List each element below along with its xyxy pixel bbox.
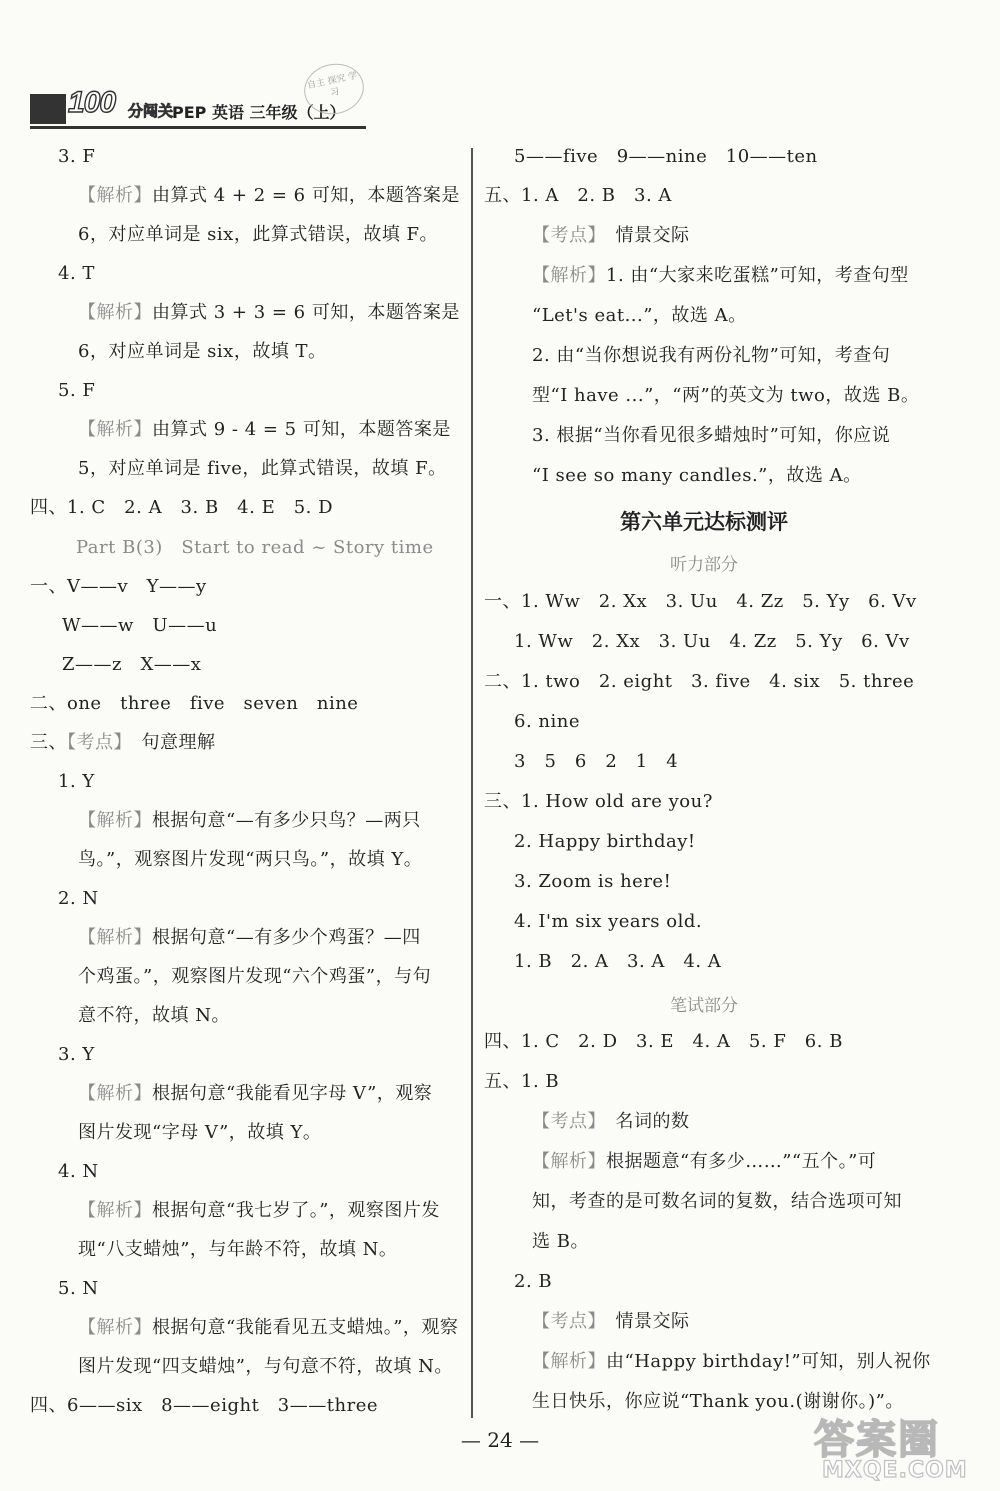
page-header bbox=[30, 71, 370, 132]
answer-line: 2. B bbox=[514, 1271, 553, 1292]
explanation-line: 2. 由“当你想说我有两份礼物”可知，考查句 bbox=[532, 345, 891, 366]
explanation-line: 个鸡蛋。”，观察图片发现“六个鸡蛋”，与句 bbox=[78, 966, 432, 987]
topic-line: 【考点】 情景交际 bbox=[532, 225, 690, 246]
explanation-line: “Let's eat...”，故选 A。 bbox=[532, 305, 747, 326]
tag-label: 【考点】 bbox=[532, 225, 597, 246]
explanation-line: 图片发现“字母 V”，故填 Y。 bbox=[78, 1122, 322, 1143]
explanation-line: 【解析】由算式 9 - 4 = 5 可知，本题答案是 bbox=[78, 419, 451, 440]
tag-label: 【考点】 bbox=[532, 1311, 597, 1332]
tag-label: 【解析】 bbox=[78, 302, 152, 323]
page-number: — 24 — bbox=[460, 1428, 540, 1452]
section-answers: 四、1. C 2. A 3. B 4. E 5. D bbox=[30, 497, 334, 518]
explanation-line: 【解析】由算式 3 + 3 = 6 可知，本题答案是 bbox=[78, 302, 460, 323]
explanation-line: 鸟。”，观察图片发现“两只鸟。”，故填 Y。 bbox=[78, 849, 423, 870]
tag-label: 【考点】 bbox=[67, 732, 123, 753]
watermark-logo: 答案圈 bbox=[814, 1417, 940, 1463]
section-answers: 五、1. B bbox=[484, 1071, 560, 1092]
logo-text: 分闯关 bbox=[128, 102, 174, 120]
answer-line: 5. N bbox=[58, 1278, 99, 1299]
section-answers: 二、1. two 2. eight 3. five 4. six 5. three bbox=[484, 671, 915, 692]
answer-line: 4. T bbox=[58, 263, 95, 284]
section-answers: 四、6——six 8——eight 3——three bbox=[30, 1395, 378, 1416]
answer-line: W——w U——u bbox=[62, 615, 218, 636]
explanation-line: 【解析】根据题意“有多少……”“五个。”可 bbox=[532, 1151, 877, 1172]
section-answers: 三、1. How old are you? bbox=[484, 791, 713, 812]
column-divider bbox=[471, 148, 473, 1418]
answer-line: 3. Y bbox=[58, 1044, 95, 1065]
tag-label: 【解析】 bbox=[532, 1151, 606, 1172]
answer-line: Z——z X——x bbox=[62, 654, 202, 675]
explanation-line: 意不符，故填 N。 bbox=[78, 1005, 230, 1026]
answer-line: 5. F bbox=[58, 380, 96, 401]
explanation-line: 5，对应单词是 five，此算式错误，故填 F。 bbox=[78, 458, 447, 479]
header-underline bbox=[30, 126, 366, 129]
stamp: 自主 探究 学习 bbox=[299, 58, 368, 119]
section-answers: 一、V——v Y——y bbox=[30, 576, 207, 597]
explanation-line: 【解析】根据句意“—有多少只鸟？—两只 bbox=[78, 810, 421, 831]
tag-label: 【解析】 bbox=[78, 185, 152, 206]
explanation-line: 【解析】由算式 4 + 2 = 6 可知，本题答案是 bbox=[78, 185, 460, 206]
unit-title: 第六单元达标测评 bbox=[620, 510, 788, 534]
explanation-line: 【解析】根据句意“我能看见五支蜡烛。”，观察 bbox=[78, 1317, 459, 1338]
explanation-line: 【解析】1. 由“大家来吃蛋糕”可知，考查句型 bbox=[532, 265, 909, 286]
answer-line: 2. N bbox=[58, 888, 99, 909]
explanation-line: 6，对应单词是 six，故填 T。 bbox=[78, 341, 327, 362]
tag-label: 【解析】 bbox=[532, 265, 606, 286]
watermark-url: MXQE.COM bbox=[822, 1458, 968, 1483]
answer-line: 4. N bbox=[58, 1161, 99, 1182]
explanation-line: 生日快乐，你应说“Thank you.(谢谢你。)”。 bbox=[532, 1391, 904, 1412]
written-heading: 笔试部分 bbox=[670, 996, 738, 1016]
explanation-line: 【解析】根据句意“我能看见字母 V”，观察 bbox=[78, 1083, 433, 1104]
explanation-line: 图片发现“四支蜡烛”，与句意不符，故填 N。 bbox=[78, 1356, 453, 1377]
tag-label: 【考点】 bbox=[532, 1111, 597, 1132]
answer-line: 4. I'm six years old. bbox=[514, 911, 703, 932]
answer-line: 1. Ww 2. Xx 3. Uu 4. Zz 5. Yy 6. Vv bbox=[514, 631, 910, 652]
answer-line: 3. Zoom is here! bbox=[514, 871, 672, 892]
tag-label: 【解析】 bbox=[78, 1200, 152, 1221]
tag-label: 【解析】 bbox=[78, 810, 152, 831]
logo-bar bbox=[30, 94, 66, 124]
answer-line: 5——five 9——nine 10——ten bbox=[514, 146, 818, 167]
explanation-line: 【解析】由“Happy birthday!”可知，别人祝你 bbox=[532, 1351, 931, 1372]
part-title: Part B(3) Start to read ~ Story time bbox=[76, 537, 434, 558]
answer-line: 1. Y bbox=[58, 771, 95, 792]
section-answers: 五、1. A 2. B 3. A bbox=[484, 185, 672, 206]
answer-line: 3 5 6 2 1 4 bbox=[514, 751, 679, 772]
answer-line: 6. nine bbox=[514, 711, 580, 732]
listening-heading: 听力部分 bbox=[670, 555, 738, 575]
topic-line: 【考点】 情景交际 bbox=[532, 1311, 690, 1332]
explanation-line: 3. 根据“当你看见很多蜡烛时”可知，你应说 bbox=[532, 425, 891, 446]
answer-line: 3. F bbox=[58, 146, 96, 167]
tag-label: 【解析】 bbox=[78, 927, 152, 948]
explanation-line: 型“I have ...”，“两”的英文为 two，故选 B。 bbox=[532, 385, 920, 406]
watermark bbox=[806, 1408, 986, 1486]
section-answers: 四、1. C 2. D 3. E 4. A 5. F 6. B bbox=[484, 1031, 843, 1052]
explanation-line: 【解析】根据句意“—有多少个鸡蛋？—四 bbox=[78, 927, 421, 948]
explanation-line: 知，考查的是可数名词的复数，结合选项可知 bbox=[532, 1191, 902, 1212]
answer-line: 2. Happy birthday! bbox=[514, 831, 696, 852]
tag-label: 【解析】 bbox=[78, 1317, 152, 1338]
book-title: PEP 英语 三年级（上） bbox=[172, 103, 346, 122]
logo-number: 100 bbox=[68, 86, 116, 119]
explanation-line: 6，对应单词是 six，此算式错误，故填 F。 bbox=[78, 224, 439, 245]
tag-label: 【解析】 bbox=[78, 1083, 152, 1104]
tag-label: 【解析】 bbox=[78, 419, 152, 440]
answer-line: 1. B 2. A 3. A 4. A bbox=[514, 951, 722, 972]
tag-label: 【解析】 bbox=[532, 1351, 606, 1372]
explanation-line: 【解析】根据句意“我七岁了。”，观察图片发 bbox=[78, 1200, 440, 1221]
explanation-line: 现“八支蜡烛”，与年龄不符，故填 N。 bbox=[78, 1239, 398, 1260]
explanation-line: 选 B。 bbox=[532, 1231, 589, 1252]
topic-line: 【考点】 名词的数 bbox=[532, 1111, 690, 1132]
section-answers: 二、one three five seven nine bbox=[30, 693, 359, 714]
section-answers: 一、1. Ww 2. Xx 3. Uu 4. Zz 5. Yy 6. Vv bbox=[484, 591, 917, 612]
section-topic: 三、【考点】 句意理解 bbox=[30, 732, 216, 753]
explanation-line: “I see so many candles.”，故选 A。 bbox=[532, 465, 862, 486]
